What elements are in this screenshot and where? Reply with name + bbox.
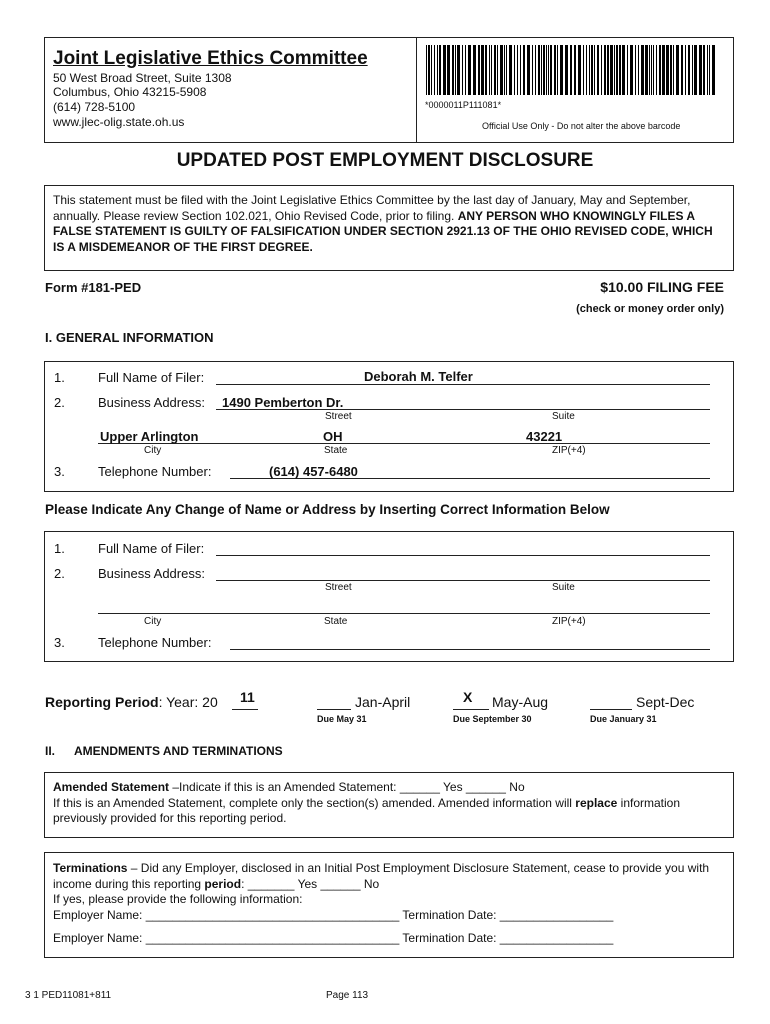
filing-fee-note: (check or money order only) xyxy=(576,303,724,315)
c-street-line[interactable] xyxy=(216,580,710,581)
form-number: Form #181-PED xyxy=(45,280,142,295)
barcode-note: Official Use Only - Do not alter the above barcode xyxy=(482,121,681,131)
terminations-text-a: – Did any Employer, disclosed in an Initial Post Employment Disclosure Statement, cease to provide you with income during this reporting xyxy=(53,861,710,891)
may-aug-label: May-Aug xyxy=(492,694,549,710)
s1-zip-caption: ZIP(+4) xyxy=(552,445,586,456)
filing-fee: $10.00 FILING FEE xyxy=(600,279,724,295)
c-num1: 1. xyxy=(54,541,65,556)
s1-street-caption: Street xyxy=(325,411,352,422)
terminations-text-b[interactable]: : _______ Yes ______ No xyxy=(241,876,380,891)
year-value[interactable]: 11 xyxy=(240,689,255,705)
s1-num2: 2. xyxy=(54,395,65,410)
reporting-period-rest: : Year: 20 xyxy=(158,694,218,710)
jan-april-line[interactable] xyxy=(317,709,351,710)
s1-full-name-line xyxy=(216,384,710,385)
reporting-period-label xyxy=(45,694,218,710)
may-aug-due: Due September 30 xyxy=(453,714,532,724)
jan-april-label: Jan-April xyxy=(355,694,411,710)
c-street-caption: Street xyxy=(325,582,352,593)
jan-april-due: Due May 31 xyxy=(317,714,367,724)
may-aug-line[interactable] xyxy=(453,709,489,710)
sept-dec-label: Sept-Dec xyxy=(636,694,695,710)
org-address-line2: Columbus, Ohio 43215-5908 xyxy=(53,85,207,99)
section2-heading-num: II. xyxy=(45,744,56,758)
amended-line2-b: information previously provided for this reporting period. xyxy=(53,795,681,825)
amended-line2-bold: replace xyxy=(575,795,618,810)
terminations-text xyxy=(53,861,725,908)
s1-city-caption: City xyxy=(144,445,162,456)
c-telephone-label: Telephone Number: xyxy=(98,635,212,650)
c-num3: 3. xyxy=(54,635,65,650)
s1-full-name-value[interactable]: Deborah M. Telfer xyxy=(364,369,473,384)
c-city-caption: City xyxy=(144,616,162,627)
s1-telephone-value[interactable]: (614) 457-6480 xyxy=(269,464,358,479)
c-zip-caption: ZIP(+4) xyxy=(552,616,586,627)
c-business-address-label: Business Address: xyxy=(98,566,205,581)
s1-business-address-label: Business Address: xyxy=(98,395,205,410)
c-telephone-line[interactable] xyxy=(230,649,710,650)
notice-normal: This statement must be filed with the Joint Legislative Ethics Committee by the last day of January, May and September, annually. Please review Section 102.021, Ohio Revised Code, prior to filing. xyxy=(53,193,691,223)
s1-full-name-label: Full Name of Filer: xyxy=(98,370,205,385)
footer-page: Page 113 xyxy=(326,990,369,1001)
year-line xyxy=(232,709,258,710)
employer-line-1[interactable]: Employer Name: ______________________________________ Termination Date: _________________ xyxy=(53,908,614,922)
footer-left: 3 1 PED11081+811 xyxy=(25,990,112,1001)
terminations-text-bold: period xyxy=(204,876,242,891)
page-title: UPDATED POST EMPLOYMENT DISCLOSURE xyxy=(176,150,594,171)
terminations-line3: If yes, please provide the following information: xyxy=(53,892,303,906)
org-website: www.jlec-olig.state.oh.us xyxy=(53,115,185,129)
c-city-line[interactable] xyxy=(98,613,710,614)
c-full-name-line[interactable] xyxy=(216,555,710,556)
org-name: Joint Legislative Ethics Committee xyxy=(53,48,368,69)
amended-text xyxy=(53,780,725,827)
s1-state-value[interactable]: OH xyxy=(323,429,343,444)
sept-dec-line[interactable] xyxy=(590,709,632,710)
terminations-label: Terminations xyxy=(53,861,128,875)
s1-zip-value[interactable]: 43221 xyxy=(526,429,563,444)
employer-line-2[interactable]: Employer Name: ______________________________________ Termination Date: _________________ xyxy=(53,931,614,945)
amended-question[interactable]: –Indicate if this is an Amended Statement: ______ Yes ______ No xyxy=(169,780,525,794)
reporting-period-bold: Reporting Period xyxy=(45,694,159,710)
c-suite-caption: Suite xyxy=(552,582,575,593)
s1-num1: 1. xyxy=(54,370,65,385)
section1-heading: I. GENERAL INFORMATION xyxy=(45,330,214,345)
header-divider xyxy=(416,37,417,143)
change-heading: Please Indicate Any Change of Name or Address by Inserting Correct Information Below xyxy=(45,502,610,517)
sept-dec-due: Due January 31 xyxy=(590,714,657,724)
org-address-line1: 50 West Broad Street, Suite 1308 xyxy=(53,71,232,85)
amended-label: Amended Statement xyxy=(53,780,170,794)
c-state-caption: State xyxy=(324,616,348,627)
c-num2: 2. xyxy=(54,566,65,581)
s1-street-value[interactable]: 1490 Pemberton Dr. xyxy=(222,395,344,410)
s1-state-caption: State xyxy=(324,445,348,456)
org-phone: (614) 728-5100 xyxy=(53,100,136,114)
barcode xyxy=(424,45,724,95)
notice-text xyxy=(53,193,725,255)
c-full-name-label: Full Name of Filer: xyxy=(98,541,205,556)
s1-telephone-label: Telephone Number: xyxy=(98,464,212,479)
s1-city-value[interactable]: Upper Arlington xyxy=(100,429,199,444)
notice-bold: ANY PERSON WHO KNOWINGLY FILES A FALSE STATEMENT IS GUILTY OF FALSIFICATION UNDER SECTION 2921.13 OF THE OHIO REVISED CODE, WHICH IS A MISDEMEANOR OF THE FIRST DEGREE. xyxy=(53,208,713,254)
may-aug-mark[interactable]: X xyxy=(463,689,473,705)
amended-line2-a: If this is an Amended Statement, complete only the section(s) amended. Amended information will xyxy=(53,795,576,810)
s1-num3: 3. xyxy=(54,464,65,479)
barcode-graphic xyxy=(424,45,724,95)
section2-heading: AMENDMENTS AND TERMINATIONS xyxy=(74,744,283,758)
s1-suite-caption: Suite xyxy=(552,411,575,422)
barcode-text: *0000011P111081* xyxy=(425,100,502,110)
